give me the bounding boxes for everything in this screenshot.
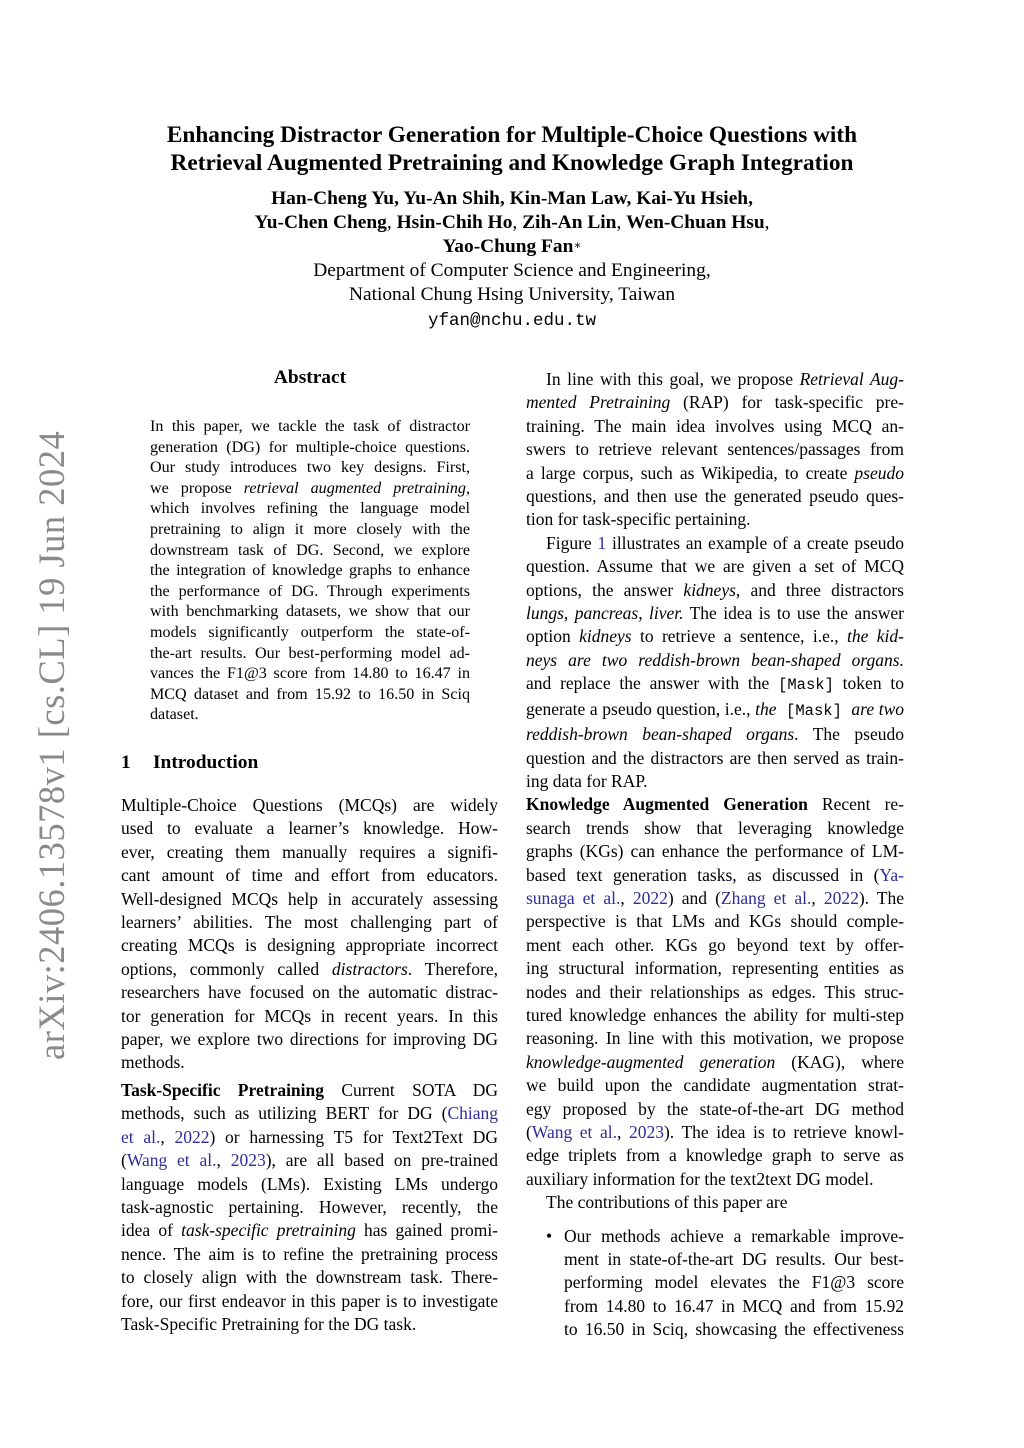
text-run: options, the answer xyxy=(526,579,684,600)
text-line: reasoning. In line with this motivation, we propose xyxy=(526,1028,904,1049)
text-run: options, commonly called xyxy=(121,958,332,979)
text-line: learners’ abilities. The most challenging part of xyxy=(121,912,498,933)
paper-title-line-2: Retrieval Augmented Pretraining and Knowledge Graph Integration xyxy=(170,150,854,176)
text-line: swers to retrieve relevant sentences/passages from xyxy=(526,439,904,460)
citation-link[interactable]: et al. xyxy=(121,1126,161,1147)
citation-link[interactable]: Chiang xyxy=(447,1103,498,1124)
text-run: methods, such as utilizing BERT for DG ( xyxy=(121,1103,448,1124)
author-name: Wen-Chuan Hsu xyxy=(626,212,765,233)
author-separator: , xyxy=(386,212,397,233)
emphasis: lungs, pancreas, liver. xyxy=(526,603,684,624)
intro-paragraph-1 xyxy=(121,794,498,1075)
intro-paragraph-3 xyxy=(526,368,904,532)
corresponding-author-mark: ∗ xyxy=(573,238,582,252)
text-line: to closely align with the downstream task. There- xyxy=(121,1267,498,1288)
text-line: Multiple-Choice Questions (MCQs) are widely xyxy=(121,795,498,815)
author-name: Hsin-Chih Ho xyxy=(396,212,513,233)
text-line: nence. The aim is to refine the pretraining process xyxy=(121,1243,498,1264)
text-line xyxy=(526,649,904,672)
text-line xyxy=(121,1219,498,1242)
emphasis: are two xyxy=(851,698,904,719)
text-line: to 16.50 in Sciq, showcasing the effectiveness xyxy=(564,1319,904,1340)
text-run: ). The xyxy=(858,887,905,908)
text-line: researchers have focused on the automatic distrac- xyxy=(121,982,498,1003)
text-line: question and the distractors are then served as train- xyxy=(526,747,904,768)
citation-year-link[interactable]: 2023 xyxy=(628,1122,664,1142)
text-line xyxy=(121,1126,498,1149)
text-run: (RAP) for task-specific pre- xyxy=(670,392,904,413)
intro-paragraph-5 xyxy=(526,793,904,1191)
text-line xyxy=(526,1121,904,1144)
author-line-1: Han-Cheng Yu, Yu-An Shih, Kin-Man Law, Kai-Yu Hsieh, xyxy=(271,188,753,209)
text-line xyxy=(526,391,904,414)
citation-link[interactable]: Wang et al. xyxy=(126,1150,217,1171)
emphasis: kidneys xyxy=(579,626,632,647)
text-line xyxy=(121,1079,498,1102)
text-line xyxy=(526,368,904,391)
text-line: language models (LMs). Existing LMs undergo xyxy=(121,1173,498,1194)
text-line: nodes and their relationships as edges. This struc- xyxy=(526,981,904,1002)
text-run: has gained promi- xyxy=(355,1220,499,1241)
text-line: perspective is that LMs and KGs should comple- xyxy=(526,911,904,932)
text-line: ment each other. KGs go beyond text by offer- xyxy=(526,934,904,955)
text-run: token to xyxy=(833,673,904,694)
section-title: Introduction xyxy=(153,752,259,773)
text-run: , and three distractors xyxy=(735,579,904,600)
author-email: yfan@nchu.edu.tw xyxy=(427,311,597,331)
text-line: ever, creating them manually requires a signifi- xyxy=(121,841,498,862)
abstract-line: Our study introduces two key designs. First, xyxy=(150,459,470,477)
text-line: egy proposed by the state-of-the-art DG method xyxy=(526,1098,904,1119)
text-line: The contributions of this paper are xyxy=(546,1192,788,1213)
text-line: graphs (KGs) can enhance the performance of LM- xyxy=(526,841,904,862)
text-run: option xyxy=(526,626,580,647)
emphasis: Retrieval Aug- xyxy=(799,369,904,389)
citation-link[interactable]: Wang et al. xyxy=(531,1122,618,1142)
text-run: generate a pseudo question, i.e., xyxy=(526,698,756,719)
text-line xyxy=(526,625,904,648)
citation-year-link[interactable]: 2023 xyxy=(230,1150,266,1171)
text-line: we build upon the candidate augmentation strat- xyxy=(526,1075,904,1096)
text-run: (KAG), where xyxy=(775,1051,904,1072)
text-line: creating MCQs is designing appropriate incorrect xyxy=(121,935,498,956)
affiliation-line-1: Department of Computer Science and Engineering, xyxy=(313,260,711,281)
text-run: , xyxy=(216,1150,231,1171)
text-line: questions, and then use the generated pseudo ques- xyxy=(526,486,904,507)
section-number: 1 xyxy=(121,752,131,773)
text-run: . Therefore, xyxy=(407,958,498,979)
text-run: . The pseudo xyxy=(794,724,904,745)
text-line xyxy=(526,723,904,746)
emphasis: mented Pretraining xyxy=(526,392,671,413)
text-line: tor generation for MCQs in recent years. In this xyxy=(121,1005,498,1026)
text-line: used to evaluate a learner’s knowledge. How- xyxy=(121,818,498,839)
text-run: ( xyxy=(526,1122,532,1142)
text-line: cant amount of time and effort from educators. xyxy=(121,865,498,886)
text-run: ) or harnessing T5 for Text2Text DG xyxy=(209,1126,498,1147)
intro-paragraph-6 xyxy=(526,1191,904,1214)
text-line: edge triplets from a knowledge graph to serve as xyxy=(526,1145,904,1166)
citation-link[interactable]: Ya- xyxy=(879,864,904,885)
citation-year-link[interactable]: 2022 xyxy=(174,1126,210,1147)
text-line xyxy=(526,462,904,485)
text-run: Recent re- xyxy=(807,794,904,815)
abstract-line: the integration of knowledge graphs to enhance xyxy=(150,562,470,580)
text-line: training. The main idea involves using MCQ an- xyxy=(526,415,904,436)
intro-paragraph-4 xyxy=(526,532,904,793)
text-run: idea of xyxy=(121,1220,182,1241)
text-run: , xyxy=(617,1122,629,1142)
citation-year-link[interactable]: 2022 xyxy=(632,887,668,908)
author-name: Zih-An Lin xyxy=(522,212,617,233)
text-run: ( xyxy=(121,1150,127,1171)
text-run: and replace the answer with the xyxy=(526,673,779,694)
text-line: ing data for RAP. xyxy=(526,770,648,791)
right-column xyxy=(526,368,904,1342)
text-line xyxy=(121,1102,498,1125)
abstract-heading: Abstract xyxy=(273,367,347,388)
text-line: tion for task-specific pertaining. xyxy=(526,509,751,530)
figure-reference-link[interactable]: 1 xyxy=(597,532,607,553)
run-in-heading: Knowledge Augmented Generation xyxy=(526,794,808,815)
affiliation-line-2: National Chung Hsing University, Taiwan xyxy=(348,284,676,305)
text-run: In line with this goal, we propose xyxy=(546,369,800,389)
abstract-line: generation (DG) for multiple-choice questions. xyxy=(150,438,470,456)
text-line: paper, we explore two directions for improving DG xyxy=(121,1029,498,1050)
emphasis: reddish-brown bean-shaped organs xyxy=(526,724,795,745)
text-line: Our methods achieve a remarkable improve- xyxy=(564,1225,904,1246)
author-name: Yu-Chen Cheng xyxy=(254,212,387,233)
mask-token: [Mask] xyxy=(776,701,852,720)
bullet-icon: • xyxy=(546,1225,553,1246)
text-line: ing structural information, representing entities as xyxy=(526,958,904,979)
abstract-line: which involves refining the language model xyxy=(150,500,470,518)
text-run: Current SOTA DG xyxy=(324,1079,498,1100)
run-in-heading: Task-Specific Pretraining xyxy=(121,1079,325,1100)
text-run: ), are all based on pre-trained xyxy=(265,1150,498,1171)
text-run: based text generation tasks, as discussed in ( xyxy=(526,864,880,885)
author-separator: , xyxy=(616,212,627,233)
text-line: auxiliary information for the text2text DG model. xyxy=(526,1168,874,1189)
title-block xyxy=(110,121,914,333)
emphasis: knowledge-augmented generation xyxy=(526,1051,776,1072)
text-run: , xyxy=(811,887,824,908)
author-separator: , xyxy=(512,212,523,233)
abstract-line: vances the F1@3 score from 14.80 to 16.47 in xyxy=(150,665,470,683)
emphasis: kidneys xyxy=(683,579,736,600)
abstract-line: the-art results. Our best-performing model ad- xyxy=(150,644,470,662)
section-heading xyxy=(121,751,258,775)
emphasis: retrieval augmented pretraining xyxy=(243,479,466,497)
author-line-2 xyxy=(110,211,914,235)
text-line: ment in state-of-the-art DG results. Our best- xyxy=(564,1249,904,1270)
text-line xyxy=(526,602,904,625)
abstract-line xyxy=(150,479,470,500)
abstract-line: dataset. xyxy=(150,706,199,724)
text-line xyxy=(121,958,498,981)
abstract-line: pretraining to align it more closely with the xyxy=(150,520,470,538)
author-name: Yao-Chung Fan xyxy=(442,236,574,257)
text-run: Figure xyxy=(546,532,598,553)
text-line xyxy=(526,672,904,697)
text-line xyxy=(526,579,904,602)
text-line xyxy=(526,887,904,910)
abstract-line: In this paper, we tackle the task of distractor xyxy=(150,418,470,435)
abstract-line: models significantly outperform the state-of- xyxy=(150,623,470,641)
intro-paragraph-2 xyxy=(121,1079,498,1336)
abstract-line: the performance of DG. Through experiments xyxy=(150,582,470,600)
emphasis: neys are two reddish-brown bean-shaped organs. xyxy=(526,649,904,670)
text-line: fore, our first endeavor in this paper is to investigate xyxy=(121,1290,498,1311)
text-run: we propose xyxy=(150,479,244,497)
abstract-line: downstream task of DG. Second, we explore xyxy=(150,541,470,559)
arxiv-identifier: arXiv:2406.13578v1 [cs.CL] 19 Jun 2024 xyxy=(31,430,72,1060)
emphasis: the xyxy=(755,698,777,719)
text-line: from 14.80 to 16.47 in MCQ and from 15.92 xyxy=(564,1295,904,1316)
text-line: tured knowledge enhances the ability for multi-step xyxy=(526,1004,904,1025)
text-run: a large corpus, such as Wikipedia, to create xyxy=(526,462,855,483)
text-line: task-agnostic pertaining. However, recently, the xyxy=(121,1196,498,1217)
text-run: , xyxy=(620,887,633,908)
text-run: , xyxy=(160,1126,175,1147)
text-line xyxy=(526,1051,904,1074)
text-line xyxy=(526,698,904,723)
text-line: Task-Specific Pretraining for the DG task. xyxy=(121,1313,417,1334)
text-run: ). The idea is to retrieve knowl- xyxy=(663,1122,904,1142)
emphasis: the kid- xyxy=(847,626,904,647)
author-line-3 xyxy=(110,235,914,259)
text-run: ) and ( xyxy=(667,887,721,908)
text-line xyxy=(121,1149,498,1172)
text-run: illustrates an example of a create pseudo xyxy=(606,532,904,553)
abstract-line: MCQ dataset and from 15.92 to 16.50 in Sciq xyxy=(150,685,470,703)
text-run: to retrieve a sentence, i.e., xyxy=(631,626,848,647)
emphasis: distractors xyxy=(331,958,408,979)
text-line: search trends show that leveraging knowledge xyxy=(526,817,904,838)
author-block xyxy=(110,187,914,333)
list-item xyxy=(526,1225,904,1342)
paragraph-gap xyxy=(526,1215,904,1225)
citation-link[interactable]: Zhang et al. xyxy=(720,887,812,908)
mask-token: [Mask] xyxy=(778,676,834,695)
text-line xyxy=(526,864,904,887)
text-line: performing model elevates the F1@3 score xyxy=(564,1272,904,1293)
citation-link[interactable]: sunaga et al. xyxy=(526,887,621,908)
text-run: The idea is to use the answer xyxy=(683,603,904,624)
paper-title-line-1: Enhancing Distractor Generation for Multiple-Choice Questions with xyxy=(166,122,858,148)
left-column xyxy=(121,794,498,1336)
text-line: methods. xyxy=(121,1052,185,1073)
emphasis: pseudo xyxy=(854,462,904,483)
author-separator: , xyxy=(764,212,770,233)
text-line xyxy=(526,532,904,555)
citation-year-link[interactable]: 2022 xyxy=(823,887,859,908)
text-line: question. Assume that we are given a set of MCQ xyxy=(526,556,904,577)
abstract-line: with benchmarking datasets, we show that our xyxy=(150,603,470,621)
text-line: Well-designed MCQs help in accurately assessing xyxy=(121,888,498,909)
emphasis: task-specific pretraining xyxy=(181,1220,356,1241)
abstract-body xyxy=(150,417,470,726)
text-line xyxy=(526,793,904,816)
text-run: , xyxy=(465,479,470,497)
